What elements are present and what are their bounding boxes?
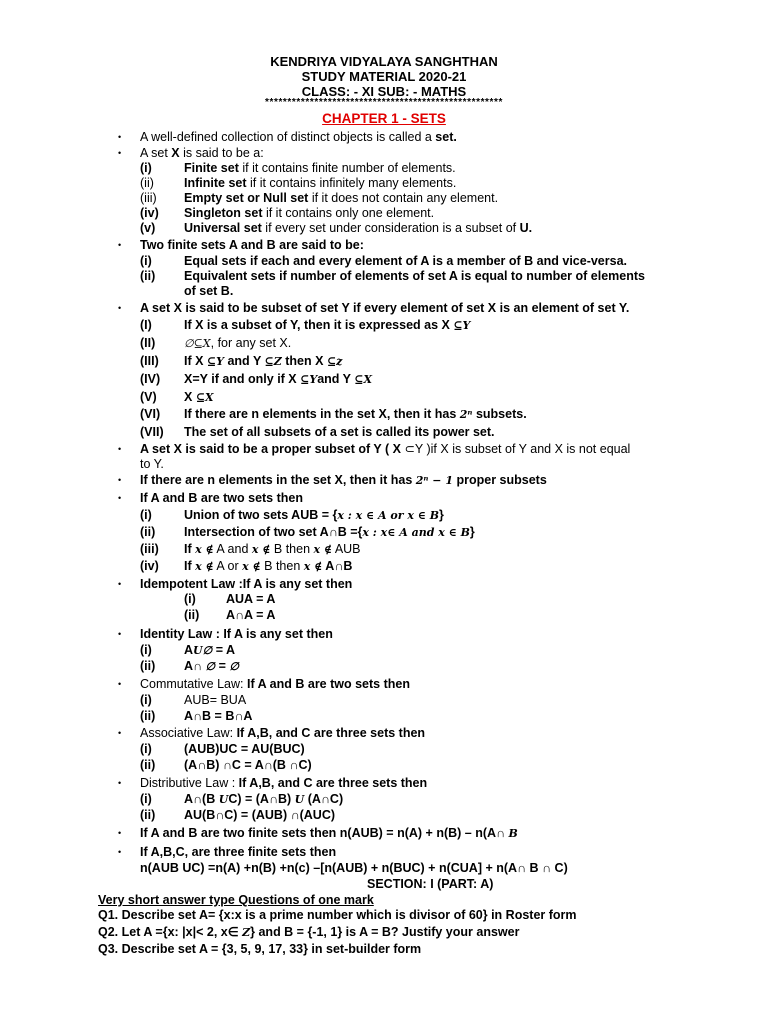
item-number: (iii) xyxy=(140,191,157,205)
bullet: • xyxy=(118,828,122,838)
associative-intersection: (A∩B) ∩C = A∩(B ∩C) xyxy=(184,758,312,772)
identity-intersection: A∩ ∅ = ∅ xyxy=(184,659,239,673)
item-number: (III) xyxy=(140,354,159,368)
idempotent-law: Idempotent Law :If A is any set then xyxy=(140,577,353,591)
set-types-intro: A set X is said to be a: xyxy=(140,146,264,160)
proper-subset-def: A set X is said to be a proper subset of Y ( X ⊂Y )if X is subset of Y and X is not equal xyxy=(140,442,631,456)
item-number: (i) xyxy=(140,742,152,756)
question-1: Q1. Describe set A= {x:x is a prime number which is divisor of 60} in Roster form xyxy=(98,908,577,922)
singleton-set-def: Singleton set if it contains only one element. xyxy=(184,206,435,220)
subset-count: If there are n elements in the set X, then it has 2ⁿ subsets. xyxy=(184,407,527,421)
item-number: (ii) xyxy=(140,525,156,539)
bullet: • xyxy=(118,493,122,503)
item-number: (iv) xyxy=(140,206,159,220)
bullet: • xyxy=(118,148,122,158)
distributive-law: Distributive Law : If A,B, and C are three sets then xyxy=(140,776,428,790)
item-number: (iv) xyxy=(140,559,159,573)
identity-union: AU∅ = A xyxy=(184,643,236,657)
item-number: (VII) xyxy=(140,425,164,439)
two-sets-intro: If A and B are two sets then xyxy=(140,491,303,505)
set-equality: X=Y if and only if X ⊆Yand Y ⊆X xyxy=(184,372,373,386)
commutative-intersection: A∩B = B∩A xyxy=(184,709,253,723)
bullet: • xyxy=(118,475,122,485)
question-2: Q2. Let A ={x: |x|< 2, x∈ Z} and B = {-1, 1} is A = B? Justify your answer xyxy=(98,925,520,939)
equivalent-sets-def: Equivalent sets if number of elements of set A is equal to number of elements xyxy=(184,269,645,283)
question-type-heading: Very short answer type Questions of one mark xyxy=(98,893,374,907)
two-finite-sets: Two finite sets A and B are said to be: xyxy=(140,238,364,252)
section-heading: SECTION: I (PART: A) xyxy=(367,877,494,891)
bullet: • xyxy=(118,778,122,788)
bullet: • xyxy=(118,847,122,857)
item-number: (ii) xyxy=(140,659,156,673)
bullet: • xyxy=(118,240,122,250)
item-number: (i) xyxy=(140,161,152,175)
header-class: CLASS: - XI SUB: - MATHS xyxy=(301,84,467,99)
item-number: (ii) xyxy=(140,176,154,190)
item-number: (ii) xyxy=(184,608,200,622)
union-def: Union of two sets AUB = {x : x ∈ A or x ∈ B} xyxy=(184,508,444,522)
bullet: • xyxy=(118,132,122,142)
commutative-law: Commutative Law: If A and B are two sets then xyxy=(140,677,410,691)
bullet: • xyxy=(118,303,122,313)
commutative-union: AUB= BUA xyxy=(184,693,247,707)
item-number: (i) xyxy=(140,792,152,806)
header-stars: ***************************************************** xyxy=(264,97,504,108)
item-number: (V) xyxy=(140,390,157,404)
question-3: Q3. Describe set A = {3, 5, 9, 17, 33} in set-builder form xyxy=(98,942,422,956)
item-number: (v) xyxy=(140,221,156,235)
transitive-subset: If X ⊆Y and Y ⊆Z then X ⊆z xyxy=(184,354,343,368)
bullet: • xyxy=(118,444,122,454)
not-in-intersection: If x ∉ A or x ∉ B then x ∉ A∩B xyxy=(184,559,353,573)
two-finite-sets-formula: If A and B are two finite sets then n(AUB) = n(A) + n(B) – n(A∩ B xyxy=(140,826,518,840)
equal-sets-def: Equal sets if each and every element of A is a member of B and vice-versa. xyxy=(184,254,627,268)
item-number: (ii) xyxy=(140,808,156,822)
three-finite-sets: If A,B,C, are three finite sets then xyxy=(140,845,337,859)
associative-law: Associative Law: If A,B, and C are three sets then xyxy=(140,726,426,740)
associative-union: (AUB)UC = AU(BUC) xyxy=(184,742,305,756)
item-number: (ii) xyxy=(140,269,156,283)
item-number: (iii) xyxy=(140,542,159,556)
item-number: (VI) xyxy=(140,407,161,421)
intersection-def: Intersection of two set A∩B ={x : x∈ A and x ∈ B} xyxy=(184,525,475,539)
item-number: (i) xyxy=(140,508,152,522)
item-number: (II) xyxy=(140,336,156,350)
proper-subset-def-cont: to Y. xyxy=(140,457,164,471)
item-number: (i) xyxy=(140,254,152,268)
item-number: (i) xyxy=(184,592,196,606)
bullet: • xyxy=(118,679,122,689)
not-in-union: If x ∉ A and x ∉ B then x ∉ AUB xyxy=(184,542,361,556)
bullet: • xyxy=(118,579,122,589)
idempotent-intersection: A∩A = A xyxy=(226,608,276,622)
finite-set-def: Finite set if it contains finite number of elements. xyxy=(184,161,456,175)
item-number: (I) xyxy=(140,318,152,332)
bullet: • xyxy=(118,728,122,738)
empty-set-def: Empty set or Null set if it does not contain any element. xyxy=(184,191,499,205)
chapter-title: CHAPTER 1 - SETS xyxy=(322,111,446,126)
idempotent-union: AUA = A xyxy=(226,592,276,606)
item-number: (IV) xyxy=(140,372,161,386)
infinite-set-def: Infinite set if it contains infinitely many elements. xyxy=(184,176,457,190)
distributive-2: AU(B∩C) = (AUB) ∩(AUC) xyxy=(184,808,336,822)
subset-def: A set X is said to be subset of set Y if every element of set X is an element of set Y. xyxy=(140,301,630,315)
header-school: KENDRIYA VIDYALAYA SANGHTHAN xyxy=(270,54,498,69)
item-number: (ii) xyxy=(140,709,156,723)
distributive-1: A∩(B UC) = (A∩B) U (A∩C) xyxy=(184,792,344,806)
proper-subset-count: If there are n elements in the set X, then it has 2ⁿ − 1 proper subsets xyxy=(140,473,547,487)
subset-notation: If X is a subset of Y, then it is expressed as X ⊆Y xyxy=(184,318,471,332)
item-number: (ii) xyxy=(140,758,156,772)
universal-set-def: Universal set if every set under consideration is a subset of U. xyxy=(184,221,533,235)
reflexive-subset: X ⊆X xyxy=(184,390,214,404)
header-material: STUDY MATERIAL 2020-21 xyxy=(301,69,467,84)
identity-law: Identity Law : If A is any set then xyxy=(140,627,333,641)
empty-subset: ∅⊆X, for any set X. xyxy=(184,336,292,350)
item-number: (i) xyxy=(140,643,152,657)
three-finite-sets-formula: n(AUB UC) =n(A) +n(B) +n(c) –[n(AUB) + n(BUC) + n(CUA] + n(A∩ B ∩ C) xyxy=(140,861,568,875)
equivalent-sets-def-cont: of set B. xyxy=(184,284,234,298)
bullet: • xyxy=(118,629,122,639)
item-number: (i) xyxy=(140,693,152,707)
power-set-def: The set of all subsets of a set is called its power set. xyxy=(184,425,495,439)
set-definition: A well-defined collection of distinct objects is called a set. xyxy=(140,130,457,144)
